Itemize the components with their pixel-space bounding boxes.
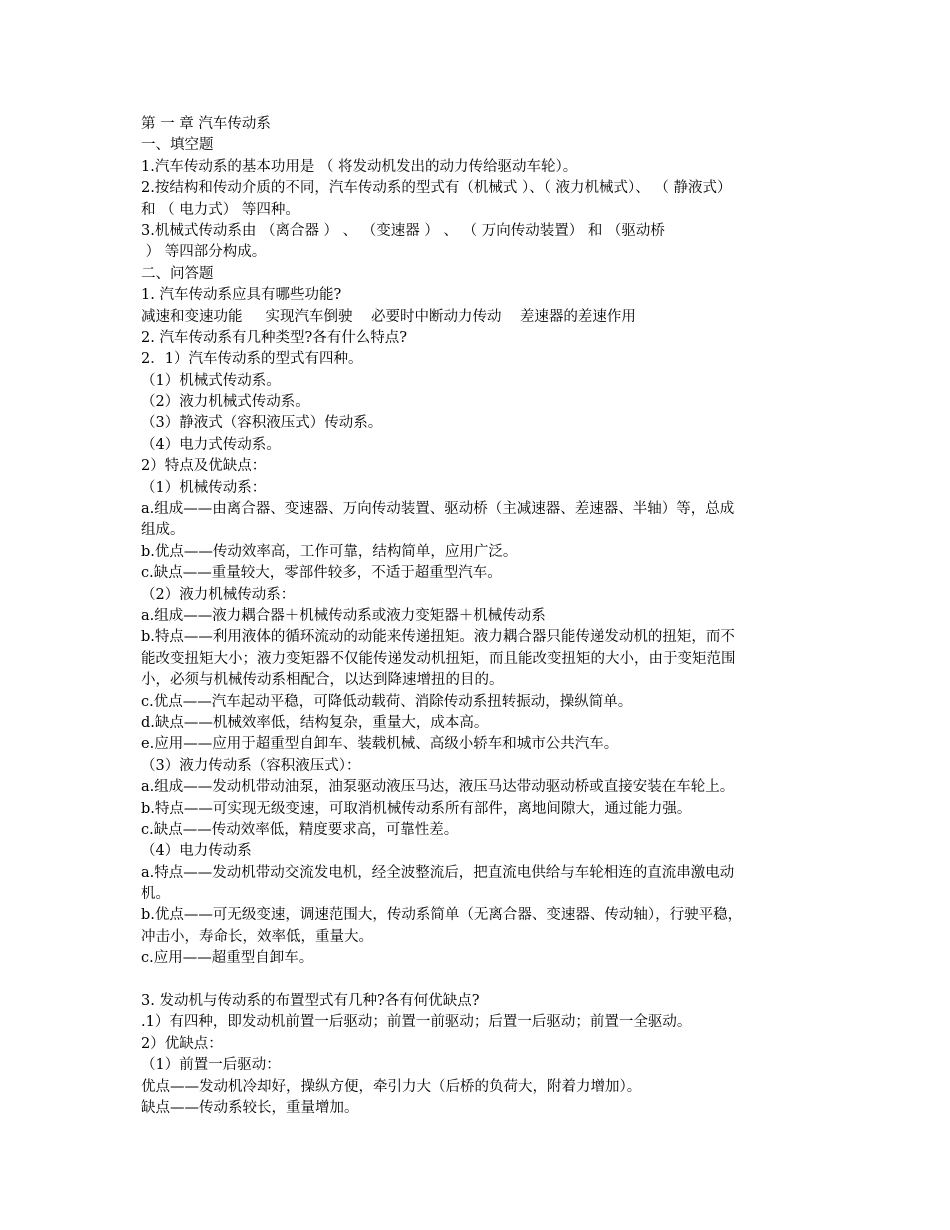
chapter-title: 第 一 章 汽车传动系 [141, 116, 271, 132]
text-line: （1）机械式传动系。 [141, 372, 281, 389]
text-line: 能改变扭矩大小；液力变矩器不仅能传递发动机扭矩，而且能改变扭矩的大小，由于变矩范围 [141, 650, 736, 667]
text-line: 3.机械式传动系由 （离合器 ） 、 （变速器 ） 、 （ 万向传动装置） 和 （驱动桥 [141, 222, 665, 239]
text-line: （1）前置一后驱动： [141, 1057, 281, 1074]
text-line: 减速和变速功能 实现汽车倒驶 必要时中断动力传动 差速器的差速作用 [141, 308, 636, 325]
text-line: a.组成——发动机带动油泵，油泵驱动液压马达，液压马达带动驱动桥或直接安装在车轮上。 [141, 779, 735, 796]
section-heading-questions: 二、问答题 [141, 265, 214, 282]
text-line: .1）有四种，即发动机前置一后驱动；前置一前驱动；后置一后驱动；前置一全驱动。 [141, 1014, 692, 1031]
text-line: b.特点——可实现无级变速，可取消机械传动系所有部件，离地间隙大，通过能力强。 [141, 800, 692, 817]
text-line: e.应用——应用于超重型自卸车、装载机械、高级小轿车和城市公共汽车。 [141, 736, 619, 753]
text-line: 优点——发动机冷却好，操纵方便，牵引力大（后桥的负荷大，附着力增加）。 [141, 1078, 642, 1095]
text-line: c.应用——超重型自卸车。 [141, 950, 314, 967]
text-line: 2.按结构和传动介质的不同，汽车传动系的型式有（机械式 ）、（ 液力机械式）、 （ 静液式） [141, 180, 732, 197]
text-line: c.优点——汽车起动平稳，可降低动载荷、消除传动系扭转振动，操纵简单。 [141, 693, 633, 710]
question-line: 1. 汽车传动系应具有哪些功能? [141, 287, 342, 304]
text-line: b.特点——利用液体的循环流动的动能来传递扭矩。液力耦合器只能传递发动机的扭矩，而不 [141, 629, 735, 646]
text-line: （1）机械传动系： [141, 479, 267, 496]
text-line: 组成。 [141, 522, 185, 539]
text-line: c.缺点——重量较大，零部件较多，不适于超重型汽车。 [141, 565, 502, 582]
text-line: （4）电力式传动系。 [141, 436, 281, 453]
text-line: 机。 [141, 886, 170, 903]
text-line: 2）特点及优缺点： [141, 458, 267, 475]
text-line: b.优点——传动效率高，工作可靠，结构简单，应用广泛。 [141, 543, 518, 560]
text-line: 1.汽车传动系的基本功用是 （ 将发动机发出的动力传给驱动车轮）。 [141, 158, 578, 175]
text-line: （2）液力机械式传动系。 [141, 394, 310, 411]
text-line: ） 等四部分构成。 [141, 244, 267, 261]
text-line: b.优点——可无级变速，调速范围大，传动系简单（无离合器、变速器、传动轴），行驶平稳， [141, 907, 743, 924]
text-line: 2．1）汽车传动系的型式有四种。 [141, 351, 363, 368]
document-page [141, 114, 816, 1119]
text-line: a.组成——液力耦合器＋机械传动系或液力变矩器＋机械传动系 [141, 607, 546, 624]
text-line: （2）液力机械传动系： [141, 586, 296, 603]
text-line: c.缺点——传动效率低，精度要求高，可靠性差。 [141, 821, 459, 838]
text-line: d.缺点——机械效率低，结构复杂，重量大，成本高。 [141, 714, 489, 731]
text-line: 2）优缺点： [141, 1035, 223, 1052]
text-line: （3）静液式（容积液压式）传动系。 [141, 415, 383, 432]
text-line: 和 （ 电力式） 等四种。 [141, 201, 300, 218]
text-line: a.组成——由离合器、变速器、万向传动装置、驱动桥（主减速器、差速器、半轴）等，总成 [141, 501, 735, 518]
question-line: 2. 汽车传动系有几种类型?各有什么特点? [141, 329, 407, 346]
text-line: 冲击小，寿命长，效率低，重量大。 [141, 928, 373, 945]
text-line: 缺点——传动系较长，重量增加。 [141, 1099, 359, 1116]
question-line: 3. 发动机与传动系的布置型式有几种?各有何优缺点? [141, 993, 480, 1010]
text-line: （3）液力传动系（容积液压式）： [141, 757, 361, 774]
text-line: 小，必须与机械传动系相配合，以达到降速增扭的目的。 [141, 672, 504, 689]
section-heading-fill-blank: 一、填空题 [141, 137, 214, 154]
text-line: （4）电力传动系 [141, 843, 252, 860]
blank-line [141, 970, 816, 991]
text-line: a.特点——发动机带动交流发电机，经全波整流后，把直流电供给与车轮相连的直流串激电动 [141, 864, 735, 881]
